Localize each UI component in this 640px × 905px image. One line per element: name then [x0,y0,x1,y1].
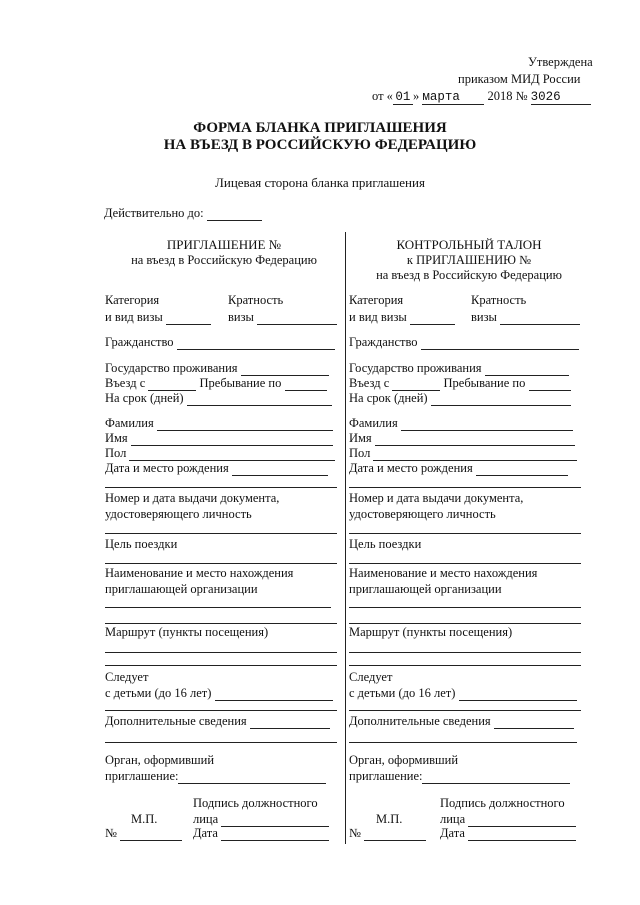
left-issuer-label1: Орган, оформивший [105,753,215,767]
right-extra-field[interactable] [494,716,574,729]
right-doc-label2: удостоверяющего личность [349,507,496,521]
left-issuer-field[interactable] [178,771,326,784]
right-number-field[interactable] [364,828,426,841]
right-name-label: Имя [349,431,372,445]
right-citizenship-label: Гражданство [349,335,418,349]
approval-line1: Утверждена [528,55,593,69]
left-name-field[interactable] [131,433,333,446]
left-number-field[interactable] [120,828,182,841]
left-doc-field[interactable] [105,533,337,534]
right-org-label2: приглашающей организации [349,582,502,596]
left-route-field2[interactable] [105,665,337,666]
right-visa-type-label: и вид визы [349,310,407,324]
left-date-field[interactable] [221,828,329,841]
right-surname-field[interactable] [401,418,573,431]
right-visa-type [349,310,455,325]
left-term [105,391,332,406]
right-visa-label: визы [471,310,497,324]
right-birth-field[interactable] [476,463,568,476]
right-purpose-field[interactable] [349,563,581,564]
left-stay-field[interactable] [285,378,327,391]
left-children-label: с детьми (до 16 лет) [105,686,212,700]
left-residence [105,361,329,376]
left-purpose-label: Цель поездки [105,537,178,551]
left-heading2: на въезд в Российскую Федерацию [131,253,317,267]
left-entry-label: Въезд с [105,376,146,390]
approval-from: от « [372,89,393,103]
left-sex-label: Пол [105,446,127,460]
column-divider [345,232,346,844]
approval-close: » [412,89,420,103]
valid-until-field[interactable] [207,208,262,221]
left-visa-type-field[interactable] [166,312,211,325]
approval-date [372,89,591,105]
right-name-field[interactable] [375,433,575,446]
left-visa-label: визы [228,310,254,324]
right-org-field1[interactable] [349,607,581,608]
right-birth-line2[interactable] [349,487,581,488]
right-children [349,686,577,701]
right-surname [349,416,573,431]
right-heading3: на въезд в Российскую Федерацию [376,268,562,282]
left-number [105,826,182,841]
right-extra-line2[interactable] [349,742,577,743]
right-sex-label: Пол [349,446,371,460]
left-sex [105,446,335,461]
left-children [105,686,333,701]
right-org-field2[interactable] [349,623,581,624]
right-surname-label: Фамилия [349,416,398,430]
left-sex-field[interactable] [129,448,335,461]
right-route-field2[interactable] [349,665,581,666]
right-extra-label: Дополнительные сведения [349,714,491,728]
left-doc-label1: Номер и дата выдачи документа, [105,491,280,505]
right-route-label: Маршрут (пункты посещения) [349,625,513,639]
left-extra-field[interactable] [250,716,330,729]
approval-line2: приказом МИД России [458,72,581,86]
right-residence [349,361,569,376]
right-issuer-field[interactable] [422,771,570,784]
right-multiplicity-field[interactable] [500,312,580,325]
right-extra [349,714,574,729]
right-heading2: к ПРИГЛАШЕНИЮ № [406,253,532,267]
approval-year: 2018 № [487,89,528,103]
left-residence-field[interactable] [241,363,329,376]
right-issuer-label1: Орган, оформивший [349,753,459,767]
left-multiplicity-label: Кратность [228,293,284,307]
left-issuer-label2: приглашение: [105,769,179,783]
left-stay-label: Пребывание по [199,376,282,390]
left-citizenship-field[interactable] [177,337,335,350]
right-children-label: с детьми (до 16 лет) [349,686,456,700]
left-stamp-label: М.П. [131,812,158,826]
right-heading1: КОНТРОЛЬНЫЙ ТАЛОН [396,237,542,252]
left-entry [105,376,327,391]
left-birth-field[interactable] [232,463,328,476]
left-org-field2[interactable] [105,623,337,624]
left-birth-line2[interactable] [105,487,337,488]
right-birth [349,461,568,476]
left-children-field[interactable] [215,688,333,701]
left-children-line2[interactable] [105,710,337,711]
left-visa-type [105,310,211,325]
left-extra-label: Дополнительные сведения [105,714,247,728]
left-heading1: ПРИГЛАШЕНИЕ № [166,237,282,252]
right-category-label: Категория [349,293,404,307]
left-org-label1: Наименование и место нахождения [105,566,294,580]
right-sex [349,446,577,461]
left-name-label: Имя [105,431,128,445]
right-date [440,826,576,841]
valid-until [104,206,262,221]
right-term-field[interactable] [431,393,571,406]
page-title-line2: НА ВЪЕЗД В РОССИЙСКУЮ ФЕДЕРАЦИЮ [163,137,477,153]
right-stamp-label: М.П. [376,812,403,826]
left-citizenship-label: Гражданство [105,335,174,349]
right-signature-label1: Подпись должностного [440,796,565,810]
approval-month: марта [422,90,484,105]
right-residence-label: Государство проживания [349,361,482,375]
left-route-field1[interactable] [105,652,337,653]
left-surname [105,416,333,431]
right-name [349,431,575,446]
left-visa-type-label: и вид визы [105,310,163,324]
left-category-label: Категория [105,293,160,307]
valid-until-label: Действительно до: [104,206,204,220]
right-doc-label1: Номер и дата выдачи документа, [349,491,524,505]
right-citizenship [349,335,579,350]
right-term [349,391,571,406]
left-extra-line2[interactable] [105,742,337,743]
right-multiplicity [471,310,580,325]
right-signature [440,812,576,827]
left-number-label: № [105,826,117,840]
right-number [349,826,426,841]
left-birth [105,461,328,476]
approval-day: 01 [393,90,413,105]
left-surname-label: Фамилия [105,416,154,430]
left-residence-label: Государство проживания [105,361,238,375]
right-stay-field[interactable] [529,378,571,391]
right-date-label: Дата [440,826,465,840]
left-issuer [105,769,326,784]
left-follows-label: Следует [105,670,149,684]
left-purpose-field[interactable] [105,563,337,564]
right-children-line2[interactable] [349,710,581,711]
right-issuer-label2: приглашение: [349,769,423,783]
right-entry-field[interactable] [392,378,440,391]
right-multiplicity-label: Кратность [471,293,527,307]
left-multiplicity [228,310,337,325]
right-children-field[interactable] [459,688,577,701]
right-date-field[interactable] [468,828,576,841]
right-stay-label: Пребывание по [443,376,526,390]
left-date-label: Дата [193,826,218,840]
page-title-line1: ФОРМА БЛАНКА ПРИГЛАШЕНИЯ [193,120,447,136]
left-doc-label2: удостоверяющего личность [105,507,252,521]
right-entry-label: Въезд с [349,376,390,390]
left-org-label2: приглашающей организации [105,582,258,596]
right-entry [349,376,571,391]
right-route-field1[interactable] [349,652,581,653]
right-visa-type-field[interactable] [410,312,455,325]
right-purpose-label: Цель поездки [349,537,422,551]
left-term-field[interactable] [187,393,332,406]
right-birth-label: Дата и место рождения [349,461,473,475]
left-org-field1[interactable] [105,607,331,608]
left-signature-label1: Подпись должностного [193,796,318,810]
right-signature-label2: лица [440,812,466,826]
left-citizenship [105,335,335,350]
approval-number: 3026 [531,90,591,105]
right-term-label: На срок (дней) [349,391,428,405]
page-subtitle: Лицевая сторона бланка приглашения [215,175,425,190]
left-name [105,431,333,446]
left-birth-label: Дата и место рождения [105,461,229,475]
right-follows-label: Следует [349,670,393,684]
left-multiplicity-field[interactable] [257,312,337,325]
right-org-label1: Наименование и место нахождения [349,566,538,580]
left-signature-label2: лица [193,812,219,826]
left-route-label: Маршрут (пункты посещения) [105,625,269,639]
left-term-label: На срок (дней) [105,391,184,405]
right-residence-field[interactable] [485,363,569,376]
left-surname-field[interactable] [157,418,333,431]
right-sex-field[interactable] [373,448,577,461]
left-signature [193,812,329,827]
right-citizenship-field[interactable] [421,337,579,350]
left-entry-field[interactable] [148,378,196,391]
left-extra [105,714,330,729]
right-doc-field[interactable] [349,533,581,534]
right-issuer [349,769,570,784]
left-date [193,826,329,841]
right-number-label: № [349,826,361,840]
